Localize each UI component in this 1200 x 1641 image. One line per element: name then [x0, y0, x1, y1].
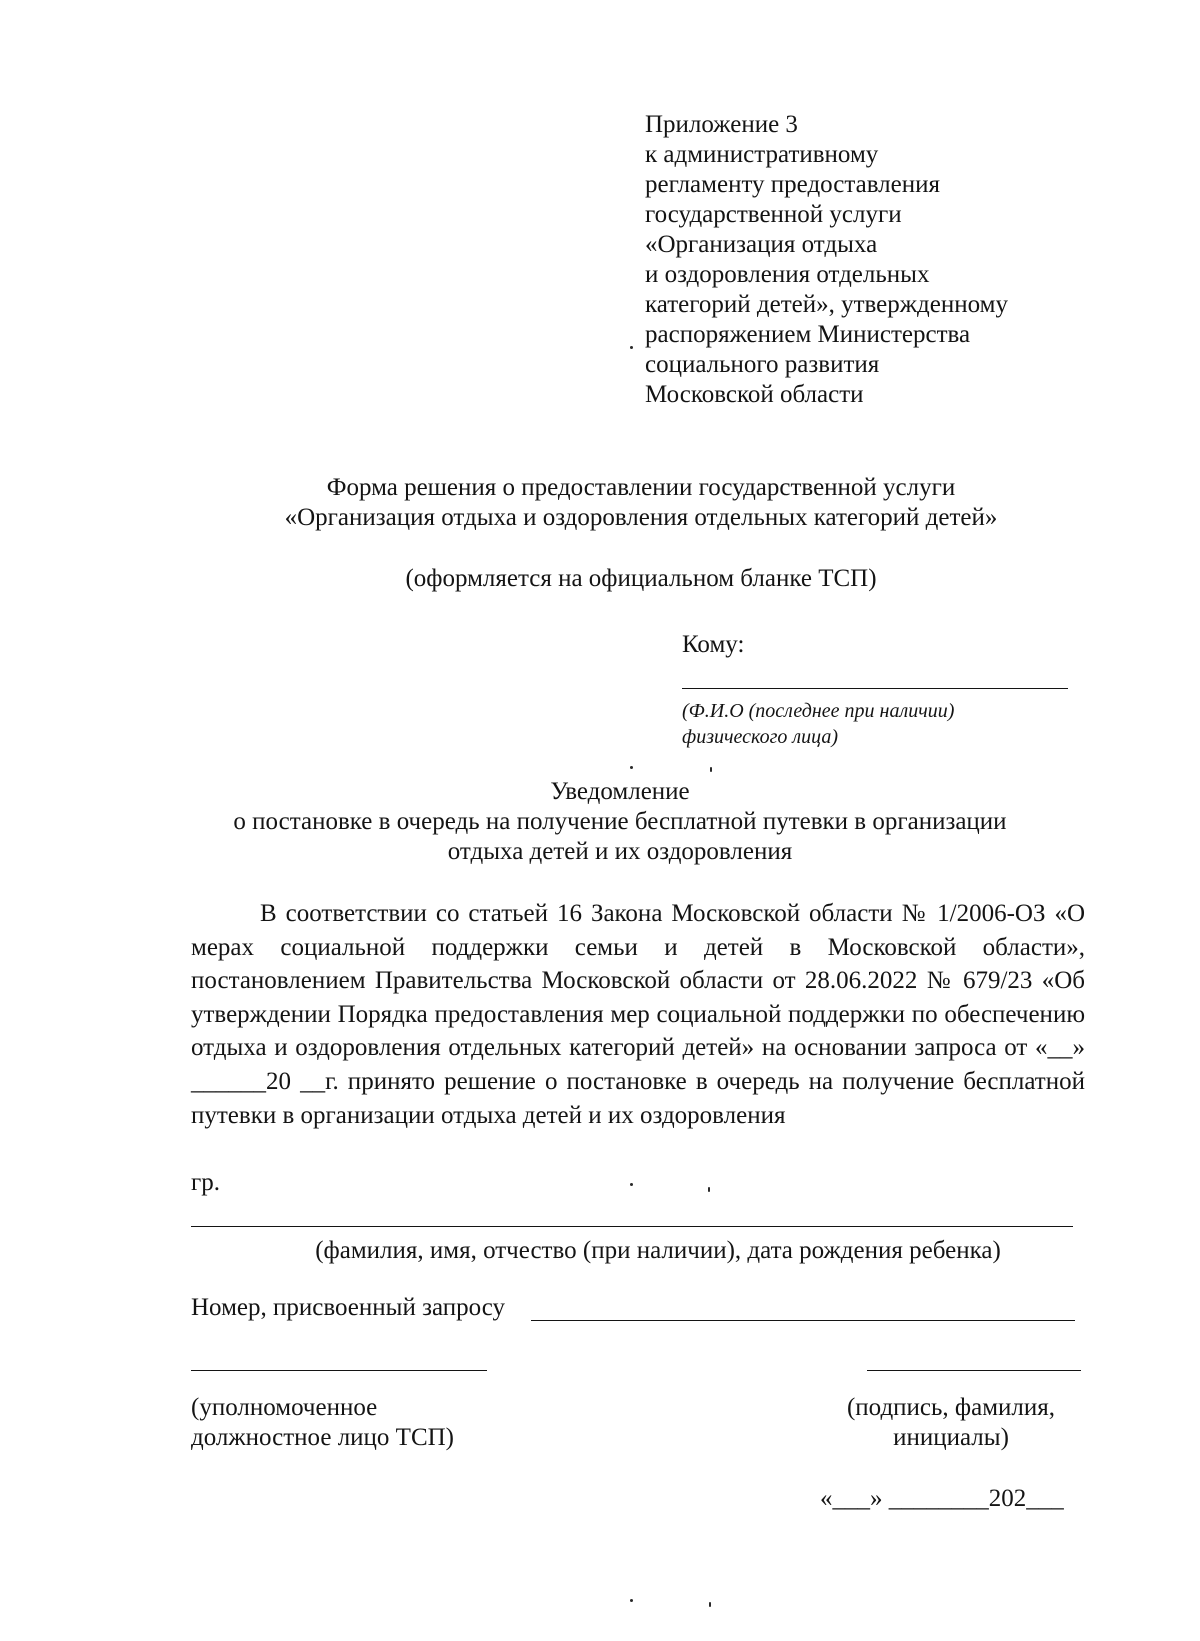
recipient-name-line: [682, 688, 1068, 689]
appendix-line: «Организация отдыха: [645, 231, 878, 258]
official-label-line: должностное лицо ТСП): [191, 1424, 455, 1451]
body-paragraph: [191, 897, 1085, 1132]
official-signature-line: [191, 1370, 487, 1371]
appendix-line: регламенту предоставления: [645, 171, 941, 198]
appendix-line: Московской области: [645, 381, 864, 408]
scan-speck: [710, 767, 712, 772]
appendix-line: государственной услуги: [645, 201, 902, 228]
appendix-line: Приложение 3: [645, 111, 798, 138]
child-name-line: [191, 1226, 1073, 1227]
recipient-hint-line: физического лица): [682, 726, 839, 748]
scan-speck: [630, 1599, 633, 1602]
official-label: [191, 1393, 454, 1453]
body-paragraph-text: В соответствии со статьей 16 Закона Московской области № 1/2006-ОЗ «О мерах социальной поддержки семьи и детей в Московской области», постановлением Правительства Московской области от 28.06.2022 № 679/23 «Об утверждении Порядка предоставления мер социальной поддержки по обеспечению отдыха и оздоровления отдельных категорий детей» на основании запроса от «__» ______20 __г. принято решение о постановке в очередь на получение бесплатной путевки в организации отдыха детей и их оздоровления: [191, 900, 1085, 1129]
notice-title: Уведомление: [550, 778, 690, 805]
signature-label: [820, 1393, 1082, 1453]
appendix-block: [645, 110, 1008, 410]
notice-heading: [0, 777, 1200, 867]
appendix-line: категорий детей», утвержденному: [645, 291, 1008, 318]
form-title: [0, 473, 1200, 533]
notice-subtitle-line: отдыха детей и их оздоровления: [447, 838, 793, 865]
recipient-hint: [682, 698, 954, 750]
scan-speck: [630, 1183, 633, 1186]
appendix-line: распоряжением Министерства: [645, 321, 971, 348]
date-field: «___» ________202___: [820, 1485, 1064, 1512]
appendix-line: к административному: [645, 141, 879, 168]
scan-speck: [708, 1187, 710, 1192]
form-title-line: «Организация отдыха и оздоровления отдельных категорий детей»: [284, 504, 998, 531]
official-label-line: (уполномоченное: [191, 1394, 378, 1421]
recipient-hint-line: (Ф.И.О (последнее при наличии): [682, 700, 955, 722]
notice-subtitle-line: о постановке в очередь на получение бесплатной путевки в организации: [233, 808, 1007, 835]
appendix-line: социального развития: [645, 351, 880, 378]
form-title-line: Форма решения о предоставлении государственной услуги: [326, 474, 956, 501]
form-note: (оформляется на официальном бланке ТСП): [405, 565, 877, 592]
signature-line: [867, 1370, 1081, 1371]
citizen-label: гр.: [191, 1169, 221, 1196]
request-number-label: Номер, присвоенный запросу: [191, 1294, 505, 1321]
scan-speck: [630, 346, 633, 349]
appendix-line: и оздоровления отдельных: [645, 261, 930, 288]
signature-label-line: (подпись, фамилия,: [846, 1394, 1056, 1421]
request-number-line: [531, 1320, 1075, 1321]
scan-speck: [709, 1602, 711, 1607]
signature-label-line: инициалы): [893, 1424, 1009, 1451]
child-hint: (фамилия, имя, отчество (при наличии), дата рождения ребенка): [315, 1237, 1001, 1264]
scan-speck: [630, 766, 633, 769]
recipient-label: Кому:: [682, 631, 745, 658]
